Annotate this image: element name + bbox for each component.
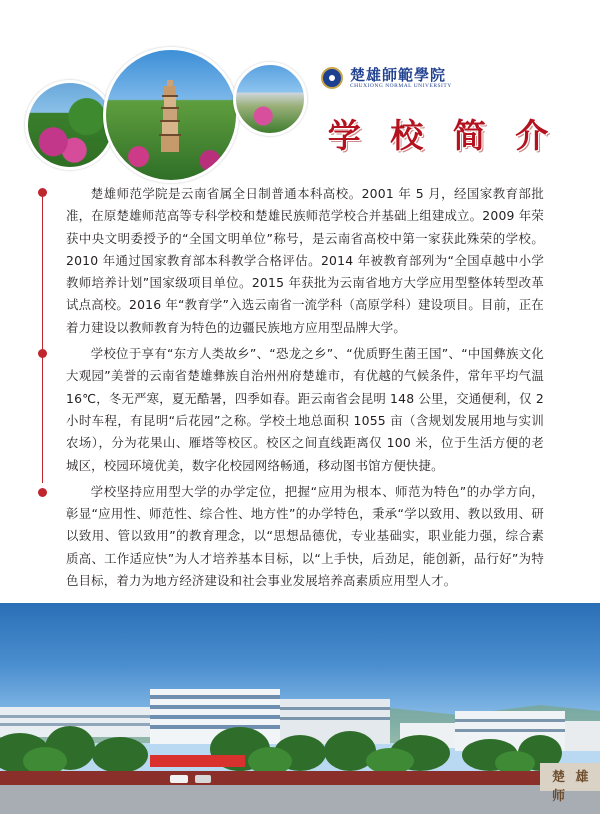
title-char: 简 <box>452 115 486 155</box>
introduction-text <box>66 183 544 596</box>
campus-panorama-photo <box>0 603 600 814</box>
page-title <box>313 112 563 158</box>
title-char: 学 <box>327 115 361 155</box>
paragraph-bullet <box>38 488 47 497</box>
pagoda-icon <box>158 80 182 152</box>
logo-name-cn: 楚雄師範學院 <box>350 66 447 84</box>
title-char: 介 <box>515 115 549 155</box>
title-char: 校 <box>390 115 424 155</box>
campus-flowers-photo <box>25 80 115 170</box>
campus-garden-photo <box>233 62 307 136</box>
paragraph-philosophy: 学校坚持应用型大学的办学定位，把握“应用为根本、师范为特色”的办学方向，彰显“应用性、师范性、综合性、地方性”的办学特色，秉承“学以致用、教以致用、研以致用、管以致用”的教育理念，以“思想品德优，专业基础实，职业能力强，综合素质高、工作适应快”为人才培养基本目标，以“上手快，后劲足，能创新，品行好”为特色目标，着力为地方经济建设和社会事业发展培养高素质应用型人才。 <box>66 483 544 589</box>
paragraph-history: 楚雄师范学院是云南省属全日制普通本科高校。2001 年 5 月，经国家教育部批准，在原楚雄师范高等专科学校和楚雄民族师范学校合并基础上组建成立。2009 年荣获中央文明委授予的“全国文明单位”称号，是云南省高校中第一家获此殊荣的学校。2010 年通过国家教育部本科教学合格评估。2014 年被教育部列为“全国卓越中小学教师培养计划”国家级项目单位。2015 年获批为云南省地方大学应用型整体转型改革试点高校。2016 年“教育学”入选云南省一流学科（高原学科）建设项目。目前，正在着力建设以教师教育为特色的边疆民族地方应用型品牌大学。 <box>66 186 544 335</box>
paragraph-bullet <box>38 188 47 197</box>
campus-gate-sign: 楚 雄 师 <box>552 770 592 804</box>
paragraph-location: 学校位于享有“东方人类故乡”、“恐龙之乡”、“优质野生菌王国”、“中国彝族文化大观园”美誉的云南省楚雄彝族自治州州府楚雄市，有优越的气候条件，常年平均气温 16℃，冬无严寒，夏无酷暑，四季如春。距云南省会昆明 148 公里，交通便利，仅 2 小时车程，有昆明“后花园”之称。学校土地总面积 1055 亩（含规划发展用地与实训农场），分为花果山、雁塔等校区。校区之间直线距离仅 100 米，位于生活方便的老城区，校园环境优美，数字化校园网络畅通，移动图书馆方便快捷。 <box>66 346 544 473</box>
university-emblem-icon <box>321 67 343 89</box>
paragraph-bullet <box>38 349 47 358</box>
pagoda-photo <box>103 47 239 183</box>
logo-name-en: CHUXIONG NORMAL UNIVERSITY <box>350 83 452 89</box>
section-divider-line <box>42 193 43 483</box>
